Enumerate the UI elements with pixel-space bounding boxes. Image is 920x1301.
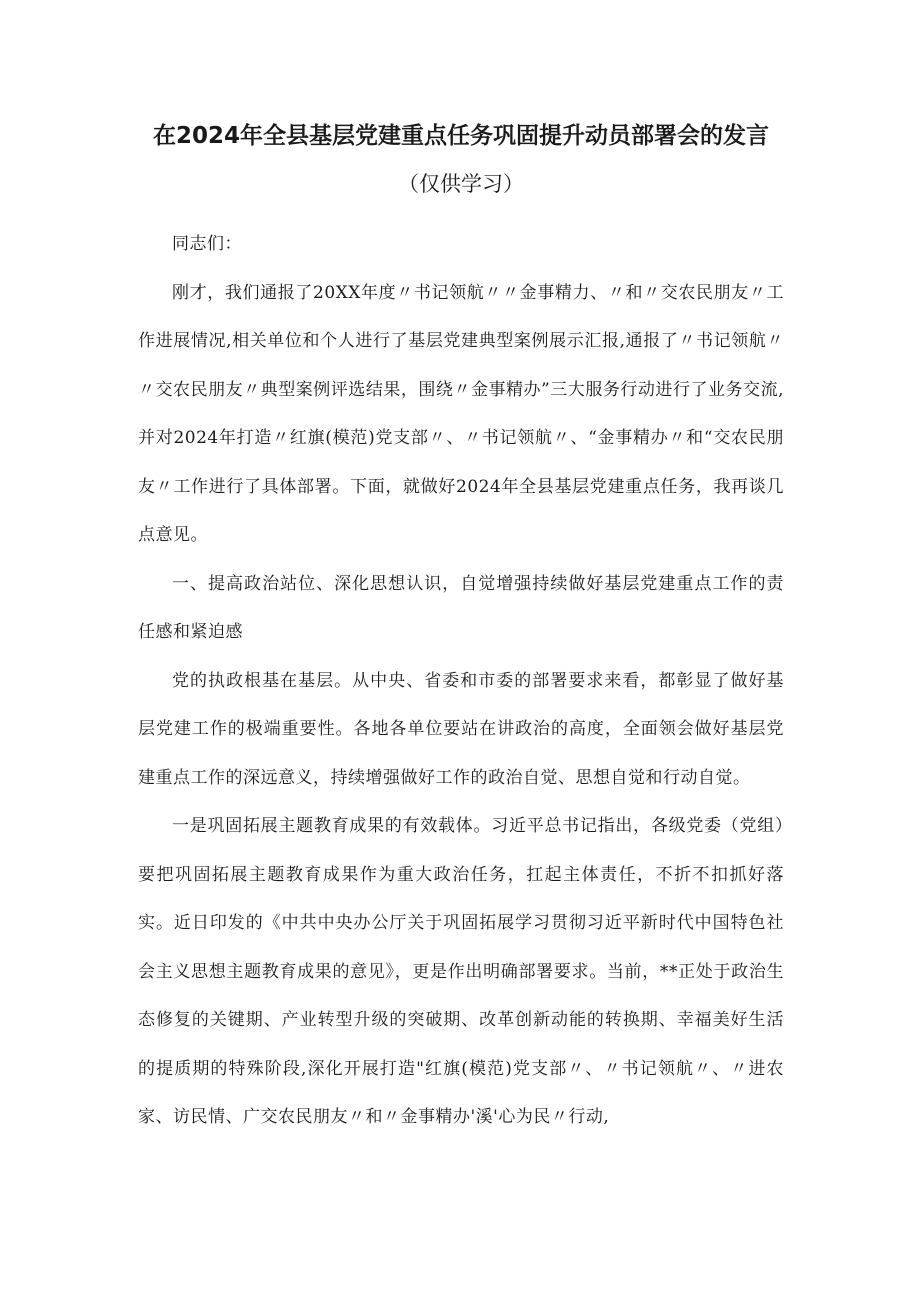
paragraph-3: 一是巩固拓展主题教育成果的有效载体。习近平总书记指出，各级党委（党组）要把巩固拓展主题教育成果作为重大政治任务，扛起主体责任，不折不扣抓好落实。近日印发的《中共中央办公厅关于巩固拓展学习贯彻习近平新时代中国特色社会主义思想主题教育成果的意见》，更是作出明确部署要求。当前，**正处于政治生态修复的关键期、产业转型升级的突破期、改革创新动能的转换期、幸福美好生活的提质期的特殊阶段,深化开展打造"红旗(模范)党支部〃、〃书记领航〃、〃进农家、访民情、广交农民朋友〃和〃金事精办'溪'心为民〃行动,: [138, 816, 784, 1127]
salutation: 同志们：: [172, 234, 242, 254]
section-heading-1: 一、提高政治站位、深化思想认识，自觉增强持续做好基层党建重点工作的责任感和紧迫感: [138, 573, 784, 642]
paragraph-2: 党的执政根基在基层。从中央、省委和市委的部署要求来看，都彰显了做好基层党建工作的极端重要性。各地各单位要站在讲政治的高度，全面领会做好基层党建重点工作的深远意义，持续增强做好工作的政治自觉、思想自觉和行动自觉。: [138, 670, 784, 788]
document-subtitle: （仅供学习）: [398, 172, 524, 196]
document-title: 在2024年全县基层党建重点任务巩固提升动员部署会的发言: [152, 123, 769, 149]
paragraph-1: 刚才，我们通报了20XX年度〃书记领航〃〃金事精力、〃和〃交农民朋友〃工作进展情况,相关单位和个人进行了基层党建典型案例展示汇报,通报了〃书记领航〃〃交农民朋友〃典型案例评选结果，围绕〃金事精办”三大服务行动进行了业务交流,并对2024年打造〃红旗(模范)党支部〃、〃书记领航〃、“金事精办〃和“交农民朋友〃工作进行了具体部署。下面，就做好2024年全县基层党建重点任务，我再谈几点意见。: [138, 282, 784, 545]
